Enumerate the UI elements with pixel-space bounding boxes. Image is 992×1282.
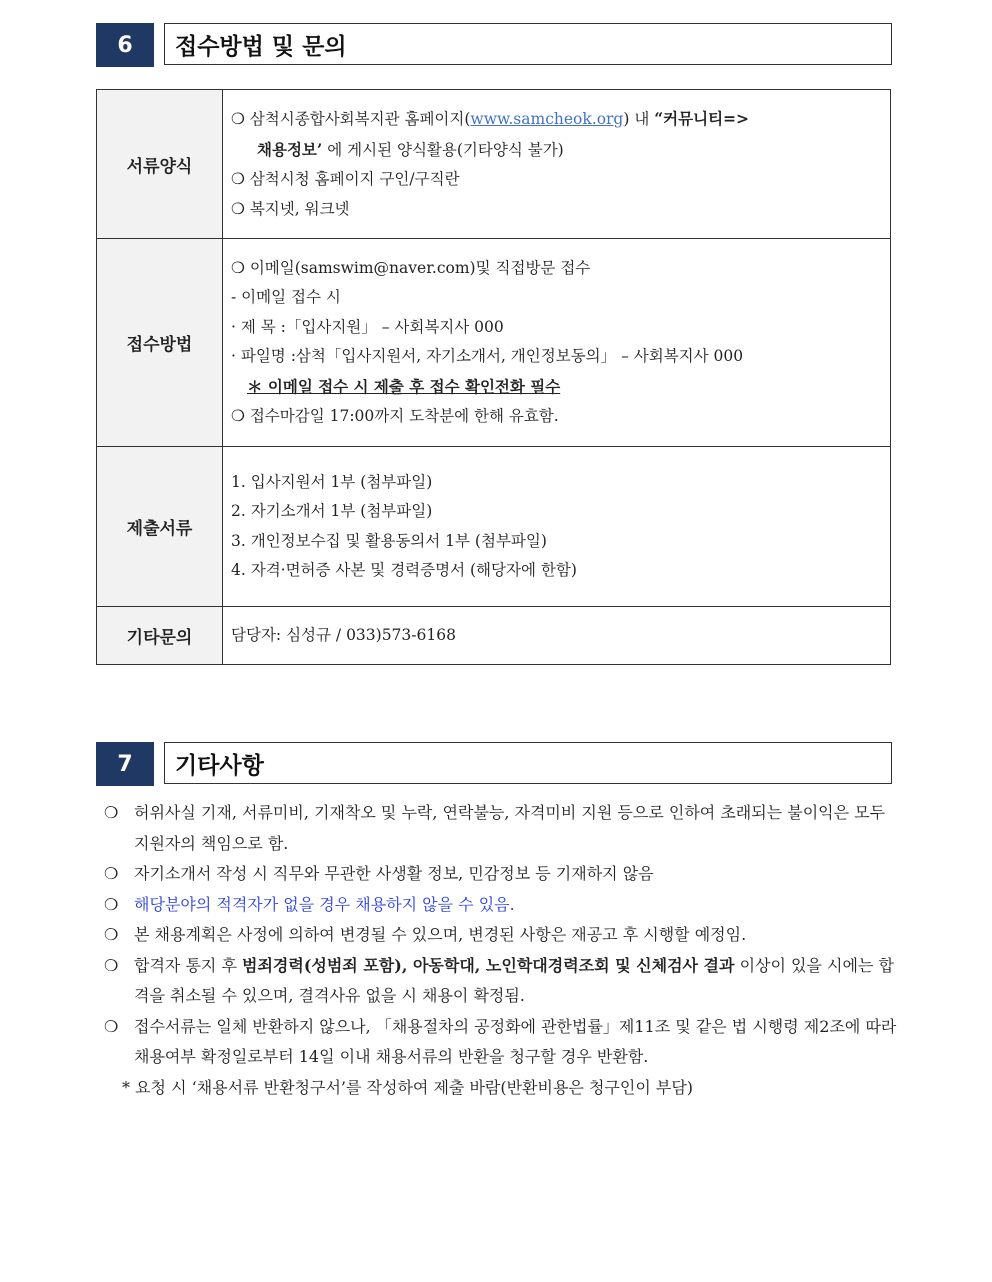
content-line: ❍ 삼척시종합사회복지관 홈페이지(www.samcheok.org) 내 “커뮤니티=>: [231, 109, 750, 128]
list-item: ❍ 자기소개서 작성 시 직무와 무관한 사생활 정보, 민감정보 등 기재하지 않음: [104, 859, 898, 890]
bullet-icon: ❍: [104, 955, 119, 975]
content-line: · 파일명 :삼척「입사지원서, 자기소개서, 개인정보동의」 – 사회복지사 000: [231, 347, 744, 365]
list-item: ❍ 접수서류는 일체 반환하지 않으나, 「채용절차의 공정화에 관한법률」제11조 및 같은 법 시행령 제2조에 따라 채용여부 확정일로부터 14일 이내 채용서류의 반환을 청구할 경우 반환함.: [104, 1012, 898, 1073]
list-item: ❍ 합격자 통지 후 범죄경력(성범죄 포함), 아동학대, 노인학대경력조회 및 신체검사 결과 이상이 있을 시에는 합격을 취소될 수 있으며, 결격사유 없을 시 채용이 확정됨.: [104, 951, 898, 1012]
row-content: [223, 447, 891, 607]
content-line: 3. 개인정보수집 및 활용동의서 1부 (첨부파일): [231, 531, 547, 550]
content-line: 4. 자격·면허증 사본 및 경력증명서 (해당자에 한함): [231, 561, 577, 579]
bullet-icon: ❍: [104, 803, 119, 822]
content-line: ❍ 접수마감일 17:00까지 도착분에 한해 유효함.: [231, 407, 559, 425]
notes-list: [104, 798, 898, 1103]
content-line: 1. 입사지원서 1부 (첨부파일): [231, 472, 433, 491]
contact-line: 담당자: 심성규 / 033)573-6168: [231, 625, 456, 644]
section-title: 접수방법 및 문의: [164, 23, 892, 65]
table-row: [97, 90, 891, 239]
row-label: 접수방법: [97, 239, 223, 447]
bullet-icon: ❍: [104, 1016, 119, 1036]
list-item: ❍ 본 채용계획은 사정에 의하여 변경될 수 있으며, 변경된 사항은 재공고 후 시행할 예정임.: [104, 920, 898, 951]
content-line: ❍ 이메일(samswim@naver.com)및 직접방문 접수: [231, 258, 591, 277]
section-7-header: [96, 742, 892, 786]
application-info-table: [96, 89, 891, 665]
section-6-header: [96, 23, 892, 67]
row-label: 기타문의: [97, 607, 223, 665]
row-label: 서류양식: [97, 90, 223, 239]
section-number: 7: [96, 742, 154, 786]
bullet-icon: ❍: [104, 864, 119, 883]
list-item: ❍ 허위사실 기재, 서류미비, 기재착오 및 누락, 연락불능, 자격미비 지원 등으로 인하여 초래되는 불이익은 모두 지원자의 책임으로 함.: [104, 798, 898, 859]
list-item: ❍ 해당분야의 적격자가 없을 경우 채용하지 않을 수 있음.: [104, 890, 898, 921]
content-line: 2. 자기소개서 1부 (첨부파일): [231, 502, 433, 520]
table-row: [97, 239, 891, 447]
row-label: 제출서류: [97, 447, 223, 607]
content-line: 채용정보’ 에 게시된 양식활용(기타양식 불가): [257, 139, 564, 159]
content-line: · 제 목 :「입사지원」 – 사회복지사 000: [231, 317, 504, 336]
bullet-icon: ❍: [104, 894, 119, 914]
section-title: 기타사항: [164, 742, 892, 784]
homepage-link[interactable]: www.samcheok.org: [470, 110, 624, 128]
table-row: [97, 447, 891, 607]
content-line: ❍ 복지넷, 워크넷: [231, 199, 350, 218]
row-content: [223, 607, 891, 665]
table-row: [97, 607, 891, 665]
row-content: [223, 239, 891, 447]
content-line: ❍ 삼척시청 홈페이지 구인/구직란: [231, 170, 460, 188]
content-line: [231, 372, 882, 403]
list-subnote: * 요청 시 ‘채용서류 반환청구서’를 작성하여 제출 바람(반환비용은 청구인이 부담): [122, 1077, 694, 1097]
section-number: 6: [96, 23, 154, 67]
bullet-icon: ❍: [104, 925, 119, 944]
row-content: [223, 90, 891, 239]
required-note: ＊ 이메일 접수 시 제출 후 접수 확인전화 필수: [247, 376, 561, 396]
content-line: - 이메일 접수 시: [231, 288, 341, 306]
